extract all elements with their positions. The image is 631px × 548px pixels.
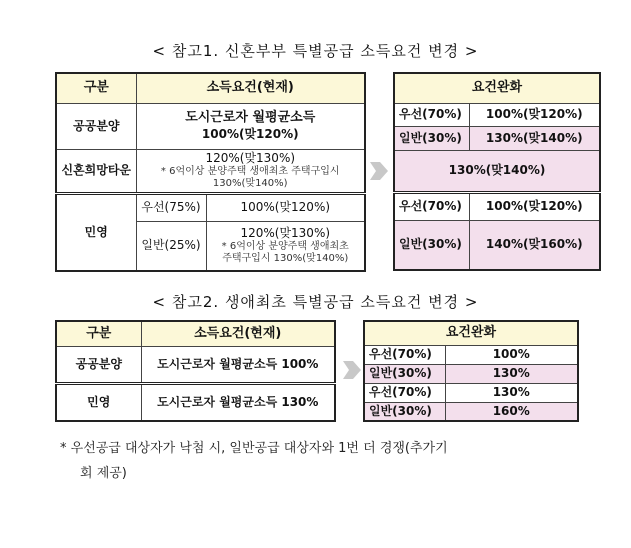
row-label-public: 공공분양 [56, 346, 141, 383]
row-label-private: 민영 [56, 383, 141, 421]
relaxed-header: 요건완화 [364, 321, 578, 345]
general-line1: 120%(맞130%) [240, 225, 331, 240]
relaxed-label: 우선(70%) [394, 192, 469, 220]
private-general-value [206, 221, 365, 271]
row-label-hope-town: 신혼희망타운 [56, 149, 136, 193]
ref2-relaxed-table [363, 320, 579, 422]
public-income [136, 103, 365, 149]
ref1-current-table [55, 72, 366, 272]
relaxed-label: 우선(70%) [364, 345, 445, 364]
arrow-right-icon [370, 158, 388, 184]
relaxed-value: 160% [445, 402, 578, 421]
header-income: 소득요건(현재) [136, 73, 365, 103]
private-general-label: 일반(25%) [136, 221, 206, 271]
relaxed-label: 일반(30%) [394, 126, 469, 150]
hope-line1: 120%(맞130%) [205, 150, 296, 165]
ref2-title: < 참고2. 생애최초 특별공급 소득요건 변경 > [152, 293, 479, 311]
ref2-current-table [55, 320, 336, 422]
public-income: 도시근로자 월평균소득 100% [141, 346, 335, 383]
relaxed-value: 130%(맞140%) [469, 126, 600, 150]
footnote [60, 436, 448, 486]
relaxed-label: 일반(30%) [364, 402, 445, 421]
relaxed-value-merged: 130%(맞140%) [394, 150, 600, 192]
arrow-right-icon [343, 357, 361, 383]
relaxed-label: 일반(30%) [364, 364, 445, 383]
header-category: 구분 [56, 321, 141, 346]
private-priority-value: 100%(맞120%) [206, 193, 365, 221]
header-category: 구분 [56, 73, 136, 103]
footnote-line1: * 우선공급 대상자가 낙첨 시, 일반공급 대상자와 1번 더 경쟁(추가기 [60, 441, 448, 456]
relaxed-label: 우선(70%) [364, 383, 445, 402]
public-line1: 도시근로자 월평균소득 [185, 110, 316, 126]
ref1-relaxed-table [393, 72, 601, 271]
private-income: 도시근로자 월평균소득 130% [141, 383, 335, 421]
relaxed-value: 130% [445, 383, 578, 402]
relaxed-value: 100%(맞120%) [469, 103, 600, 126]
relaxed-header: 요건완화 [394, 73, 600, 103]
ref1-title: < 참고1. 신혼부부 특별공급 소득요건 변경 > [152, 42, 479, 60]
row-label-private: 민영 [56, 193, 136, 271]
relaxed-value: 130% [445, 364, 578, 383]
footnote-line2: 회 제공) [80, 466, 127, 481]
public-line2: 100%(맞120%) [201, 126, 299, 141]
relaxed-value: 100%(맞120%) [469, 192, 600, 220]
row-label-public: 공공분양 [56, 103, 136, 149]
hope-line2: * 6억이상 분양주택 생애최초 주택구입시 [160, 165, 340, 177]
relaxed-label: 우선(70%) [394, 103, 469, 126]
hope-line3: 130%(맞140%) [212, 178, 288, 189]
private-priority-label: 우선(75%) [136, 193, 206, 221]
relaxed-value: 100% [445, 345, 578, 364]
hope-income [136, 149, 365, 193]
relaxed-value: 140%(맞160%) [469, 220, 600, 270]
relaxed-label: 일반(30%) [394, 220, 469, 270]
general-line2: * 6억이상 분양주택 생애최초 [221, 240, 349, 252]
general-line3: 주택구입시 130%(맞140%) [222, 253, 349, 265]
header-income: 소득요건(현재) [141, 321, 335, 346]
